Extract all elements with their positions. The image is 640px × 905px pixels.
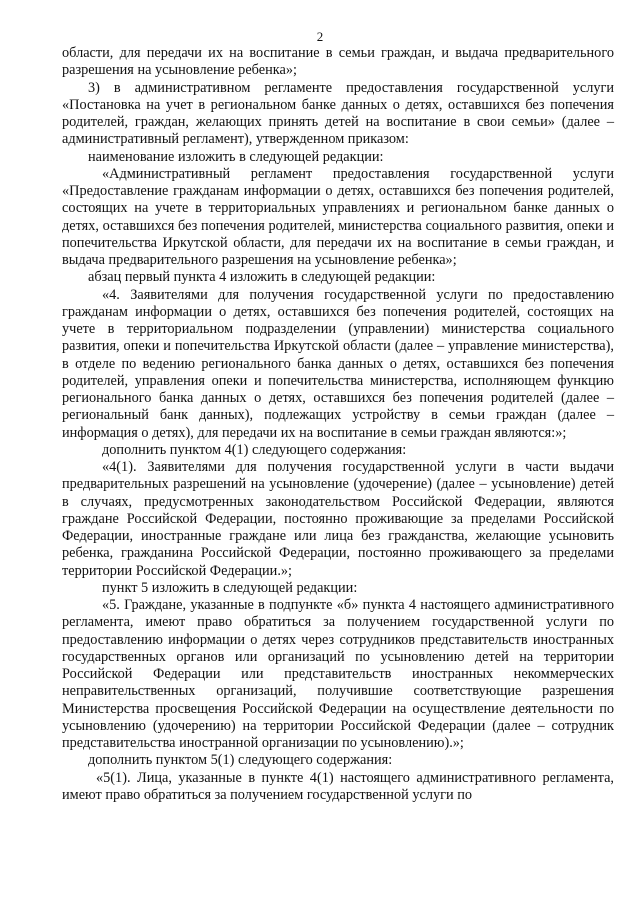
paragraph-point-5-1: «5(1). Лица, указанные в пункте 4(1) настоящего административного регламента, имеют право обратиться за получением государственной услуги по xyxy=(62,769,614,803)
paragraph-item-3: 3) в административном регламенте предоставления государственной услуги «Постановка на учет в региональном банке данных о детях, оставшихся без попечения родителей, граждан, желающих принять детей на воспитание в свои семьи» (далее – административный регламент), утвержденном приказом: xyxy=(62,79,614,148)
paragraph-instruction-point-5-1: дополнить пунктом 5(1) следующего содержания: xyxy=(88,752,393,769)
paragraph-instruction-point-4-1: дополнить пунктом 4(1) следующего содержания: xyxy=(102,441,407,458)
paragraph-point-4-1: «4(1). Заявителями для получения государственной услуги в части выдачи предварительных разрешений на усыновление (удочерение) (далее – усыновление) детей в случаях, предусмотренных законодательством Российской Федерации, являются граждане Российской Федерации, постоянно проживающие за пределами Российской Федерации, иностранные граждане или лица без гражданства, желающие усыновить ребенка, гражданина Российской Федерации, постоянно проживающего за пределами территории Российской Федерации.»; xyxy=(62,459,614,579)
page-number: 2 xyxy=(316,29,324,44)
paragraph-instruction-title: наименование изложить в следующей редакции: xyxy=(88,148,384,165)
document-body xyxy=(62,45,614,804)
paragraph-point-4: «4. Заявителями для получения государственной услуги по предоставлению гражданам информации о детях, оставшихся без попечения родителей, состоящих на учете в территориальном подразделении (управлении) министерства социального развития, опеки и попечительства Иркутской области (далее – управление министерства), в отделе по ведению регионального банка данных о детях, оставшихся без попечения родителей, управления опеки и попечительства министерства, исполняющем функцию регионального банка данных о детях, оставшихся без попечения родителей (далее – региональный банк данных), подлежащих устройству в семьи граждан (далее – информация о детях), для передачи их на воспитание в семьи граждан являются:»; xyxy=(62,286,614,441)
paragraph-continuation: области, для передачи их на воспитание в семьи граждан, и выдача предварительного разрешения на усыновление ребенка»; xyxy=(62,45,614,79)
paragraph-instruction-point-4: абзац первый пункта 4 изложить в следующей редакции: xyxy=(88,269,436,286)
paragraph-point-5: «5. Граждане, указанные в подпункте «б» пункта 4 настоящего административного регламента, имеют право обратиться за получением государственной услуги по предоставлению информации о детях через сотрудников представительств иностранных государственных органов или организаций по усыновлению детей на территории Российской Федерации или представительств иностранных некоммерческих неправительственных организаций, получившие соответствующие разрешения Министерства просвещения Российской Федерации на осуществление деятельности по усыновлению (удочерению) на территории Российской Федерации (далее – сотрудник представительства иностранной организации по усыновлению).»; xyxy=(62,597,614,751)
paragraph-instruction-point-5: пункт 5 изложить в следующей редакции: xyxy=(102,579,358,596)
paragraph-new-title: «Административный регламент предоставления государственной услуги «Предоставление гражданам информации о детях, оставшихся без попечения родителей, состоящих на учете в территориальных управлениях и региональном банке данных о детях, оставшихся без попечения родителей, министерства социального развития, опеки и попечительства Иркутской области, для передачи их на воспитание в семьи граждан, и выдача предварительного разрешения на усыновление ребенка»; xyxy=(62,165,614,268)
